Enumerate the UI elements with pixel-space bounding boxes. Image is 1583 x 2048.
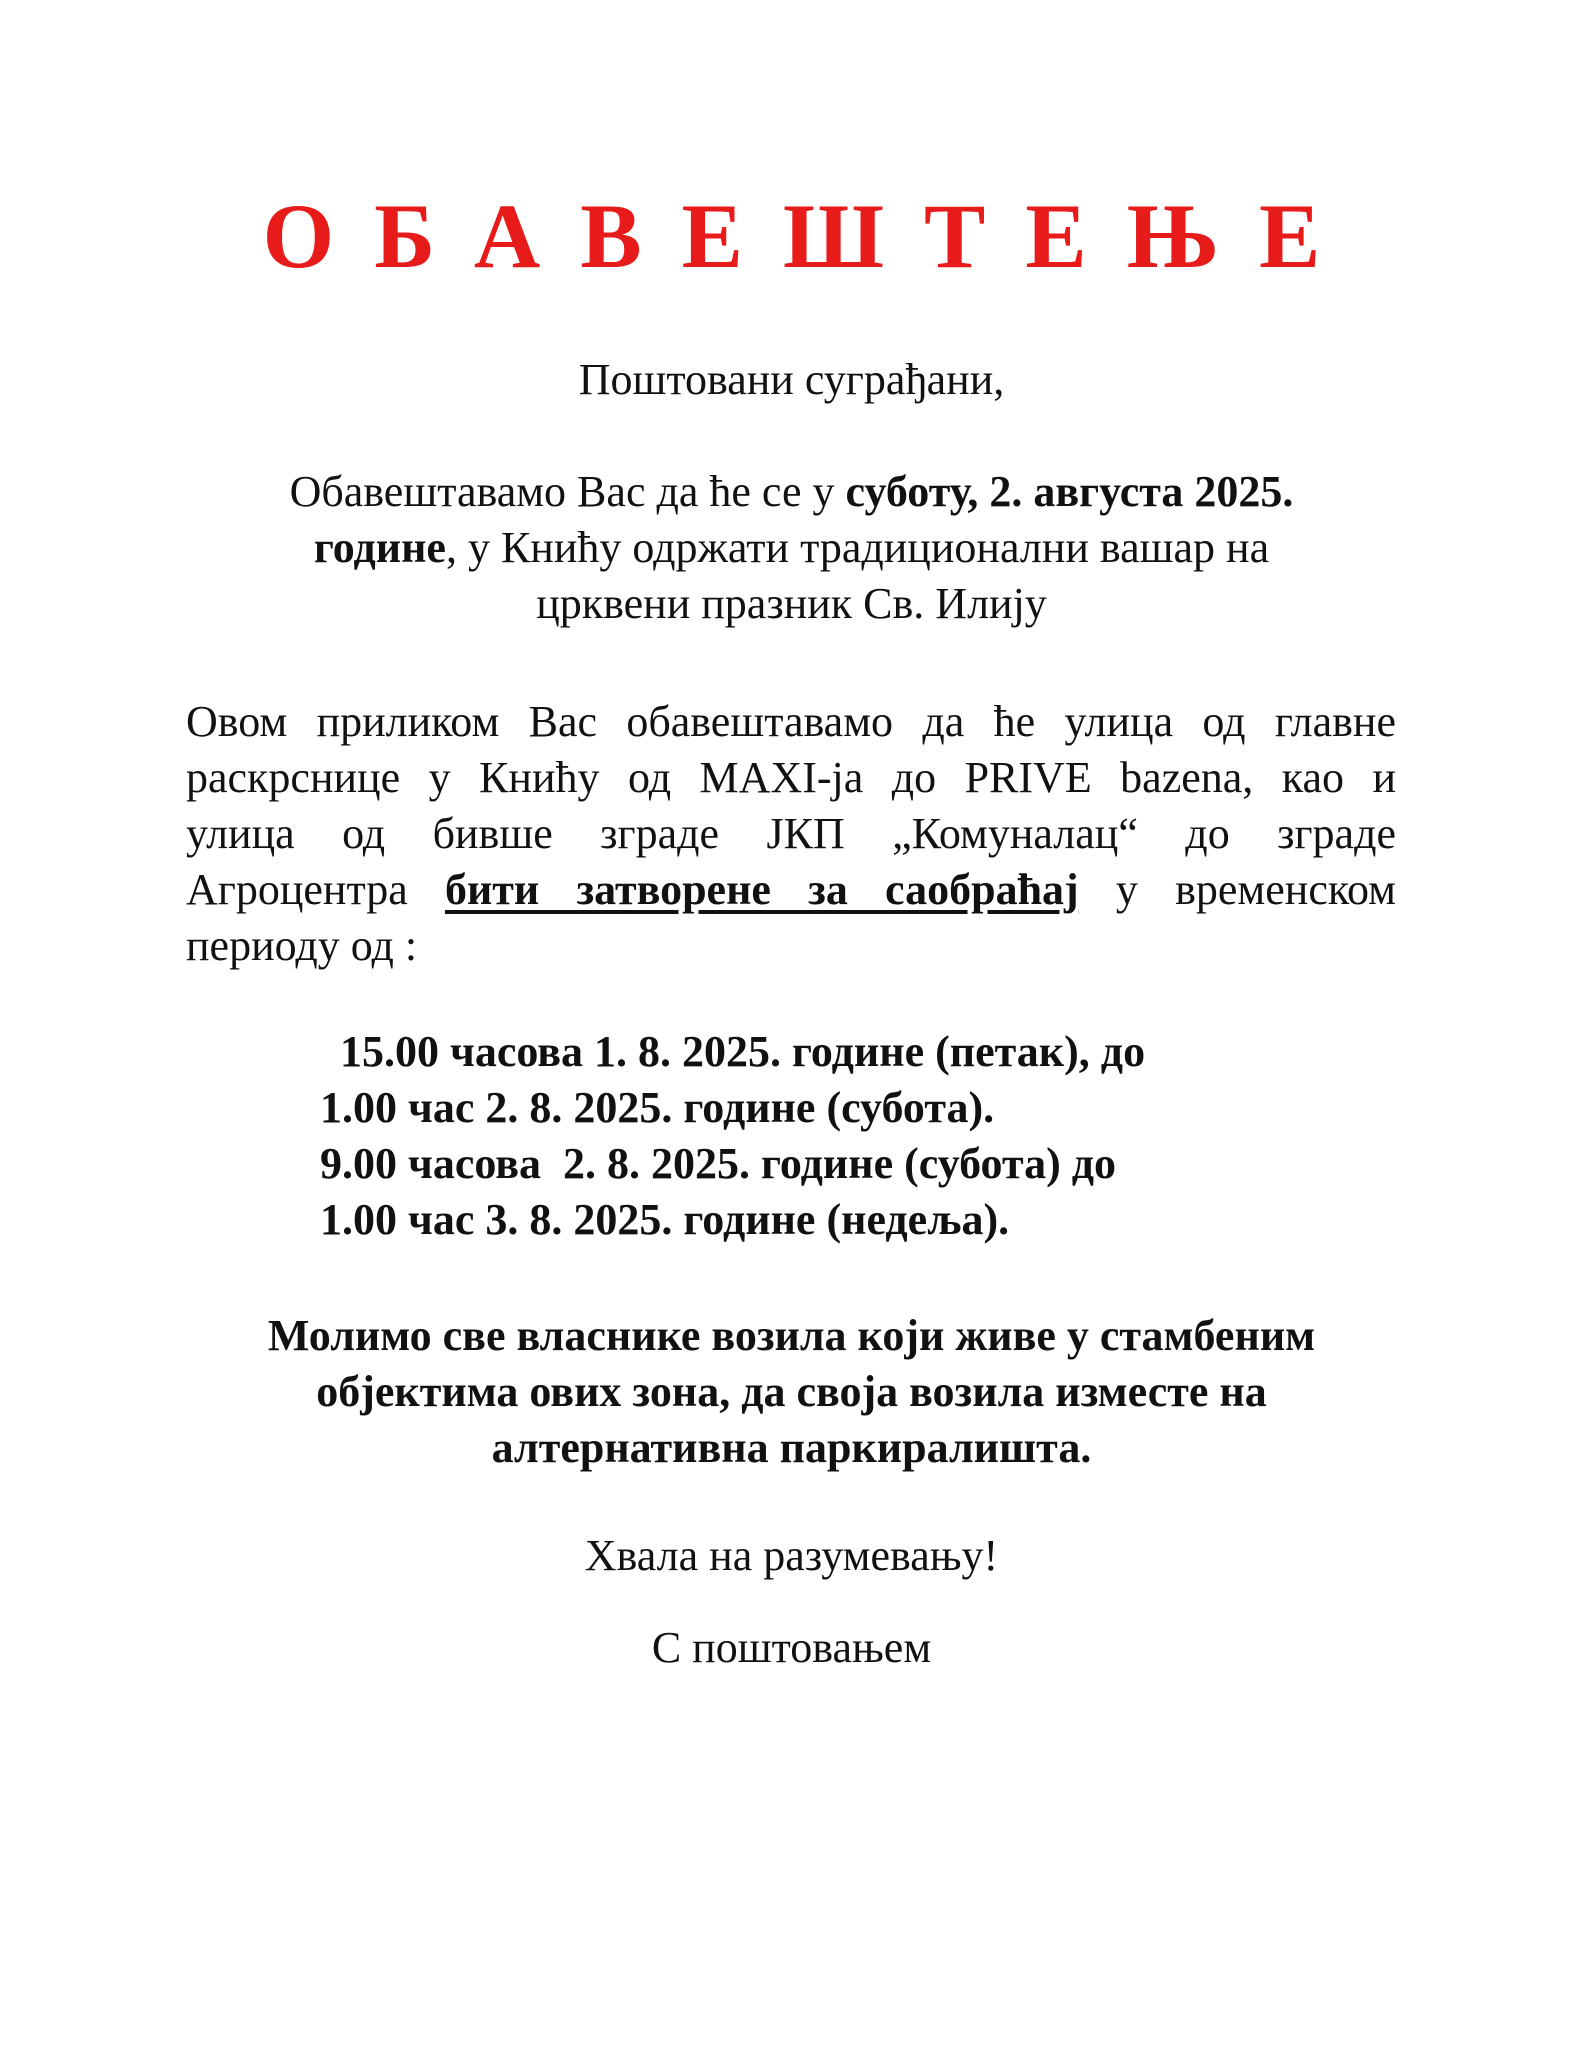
regards-line: С поштовањем: [651, 1623, 932, 1672]
request-line-3: алтернативна паркиралишта.: [491, 1423, 1092, 1472]
period-line-1: 15.00 часова 1. 8. 2025. године (петак), до: [340, 1027, 1146, 1076]
intro-year-word: године: [313, 523, 446, 572]
intro-paragraph: [0, 464, 1583, 632]
intro-line-1-prefix: Обавештавамо Вас да ће се у: [289, 467, 846, 516]
period-line-4: 1.00 час 3. 8. 2025. године (недеља).: [320, 1195, 1010, 1244]
request-line-2: објектима ових зона, да своја возила изместе на: [316, 1367, 1267, 1416]
closure-line-4-prefix: Агроцентра: [186, 865, 445, 914]
intro-date: суботу, 2. августа 2025.: [845, 467, 1294, 516]
intro-line-2: [0, 520, 1583, 576]
closure-line-1: Овом приликом Вас обавештавамо да ће улица од главне: [186, 697, 1396, 746]
request-paragraph: [0, 1308, 1583, 1476]
closure-emphasis: бити затворене за саобраћај: [444, 865, 1079, 914]
closure-line-4-suffix: у временском: [1078, 865, 1397, 914]
thanks-line: Хвала на разумевању!: [584, 1531, 999, 1580]
closure-line-3: улица од бивше зграде ЈКП „Комуналац“ до зграде: [186, 809, 1396, 858]
closure-paragraph: [186, 694, 1396, 974]
notice-title: ОБАВЕШТЕЊЕ: [262, 185, 1361, 287]
closure-line-2: раскрснице у Книћу од MAXI-ја до PRIVE bazena, као и: [186, 753, 1396, 802]
intro-line-1: [0, 464, 1583, 520]
intro-line-2-rest: , у Книћу одржати традиционални вашар на: [445, 523, 1270, 572]
intro-line-3: црквени празник Св. Илију: [536, 579, 1047, 628]
closure-line-4: [186, 862, 1396, 918]
closure-line-5: периоду од :: [186, 921, 418, 970]
greeting: Поштовани суграђани,: [578, 355, 1005, 404]
request-line-1: Молимо све власнике возила који живе у стамбеним: [267, 1311, 1316, 1360]
period-line-2: 1.00 час 2. 8. 2025. године (субота).: [320, 1083, 995, 1132]
period-line-3: 9.00 часова 2. 8. 2025. године (субота) до: [320, 1139, 1117, 1188]
